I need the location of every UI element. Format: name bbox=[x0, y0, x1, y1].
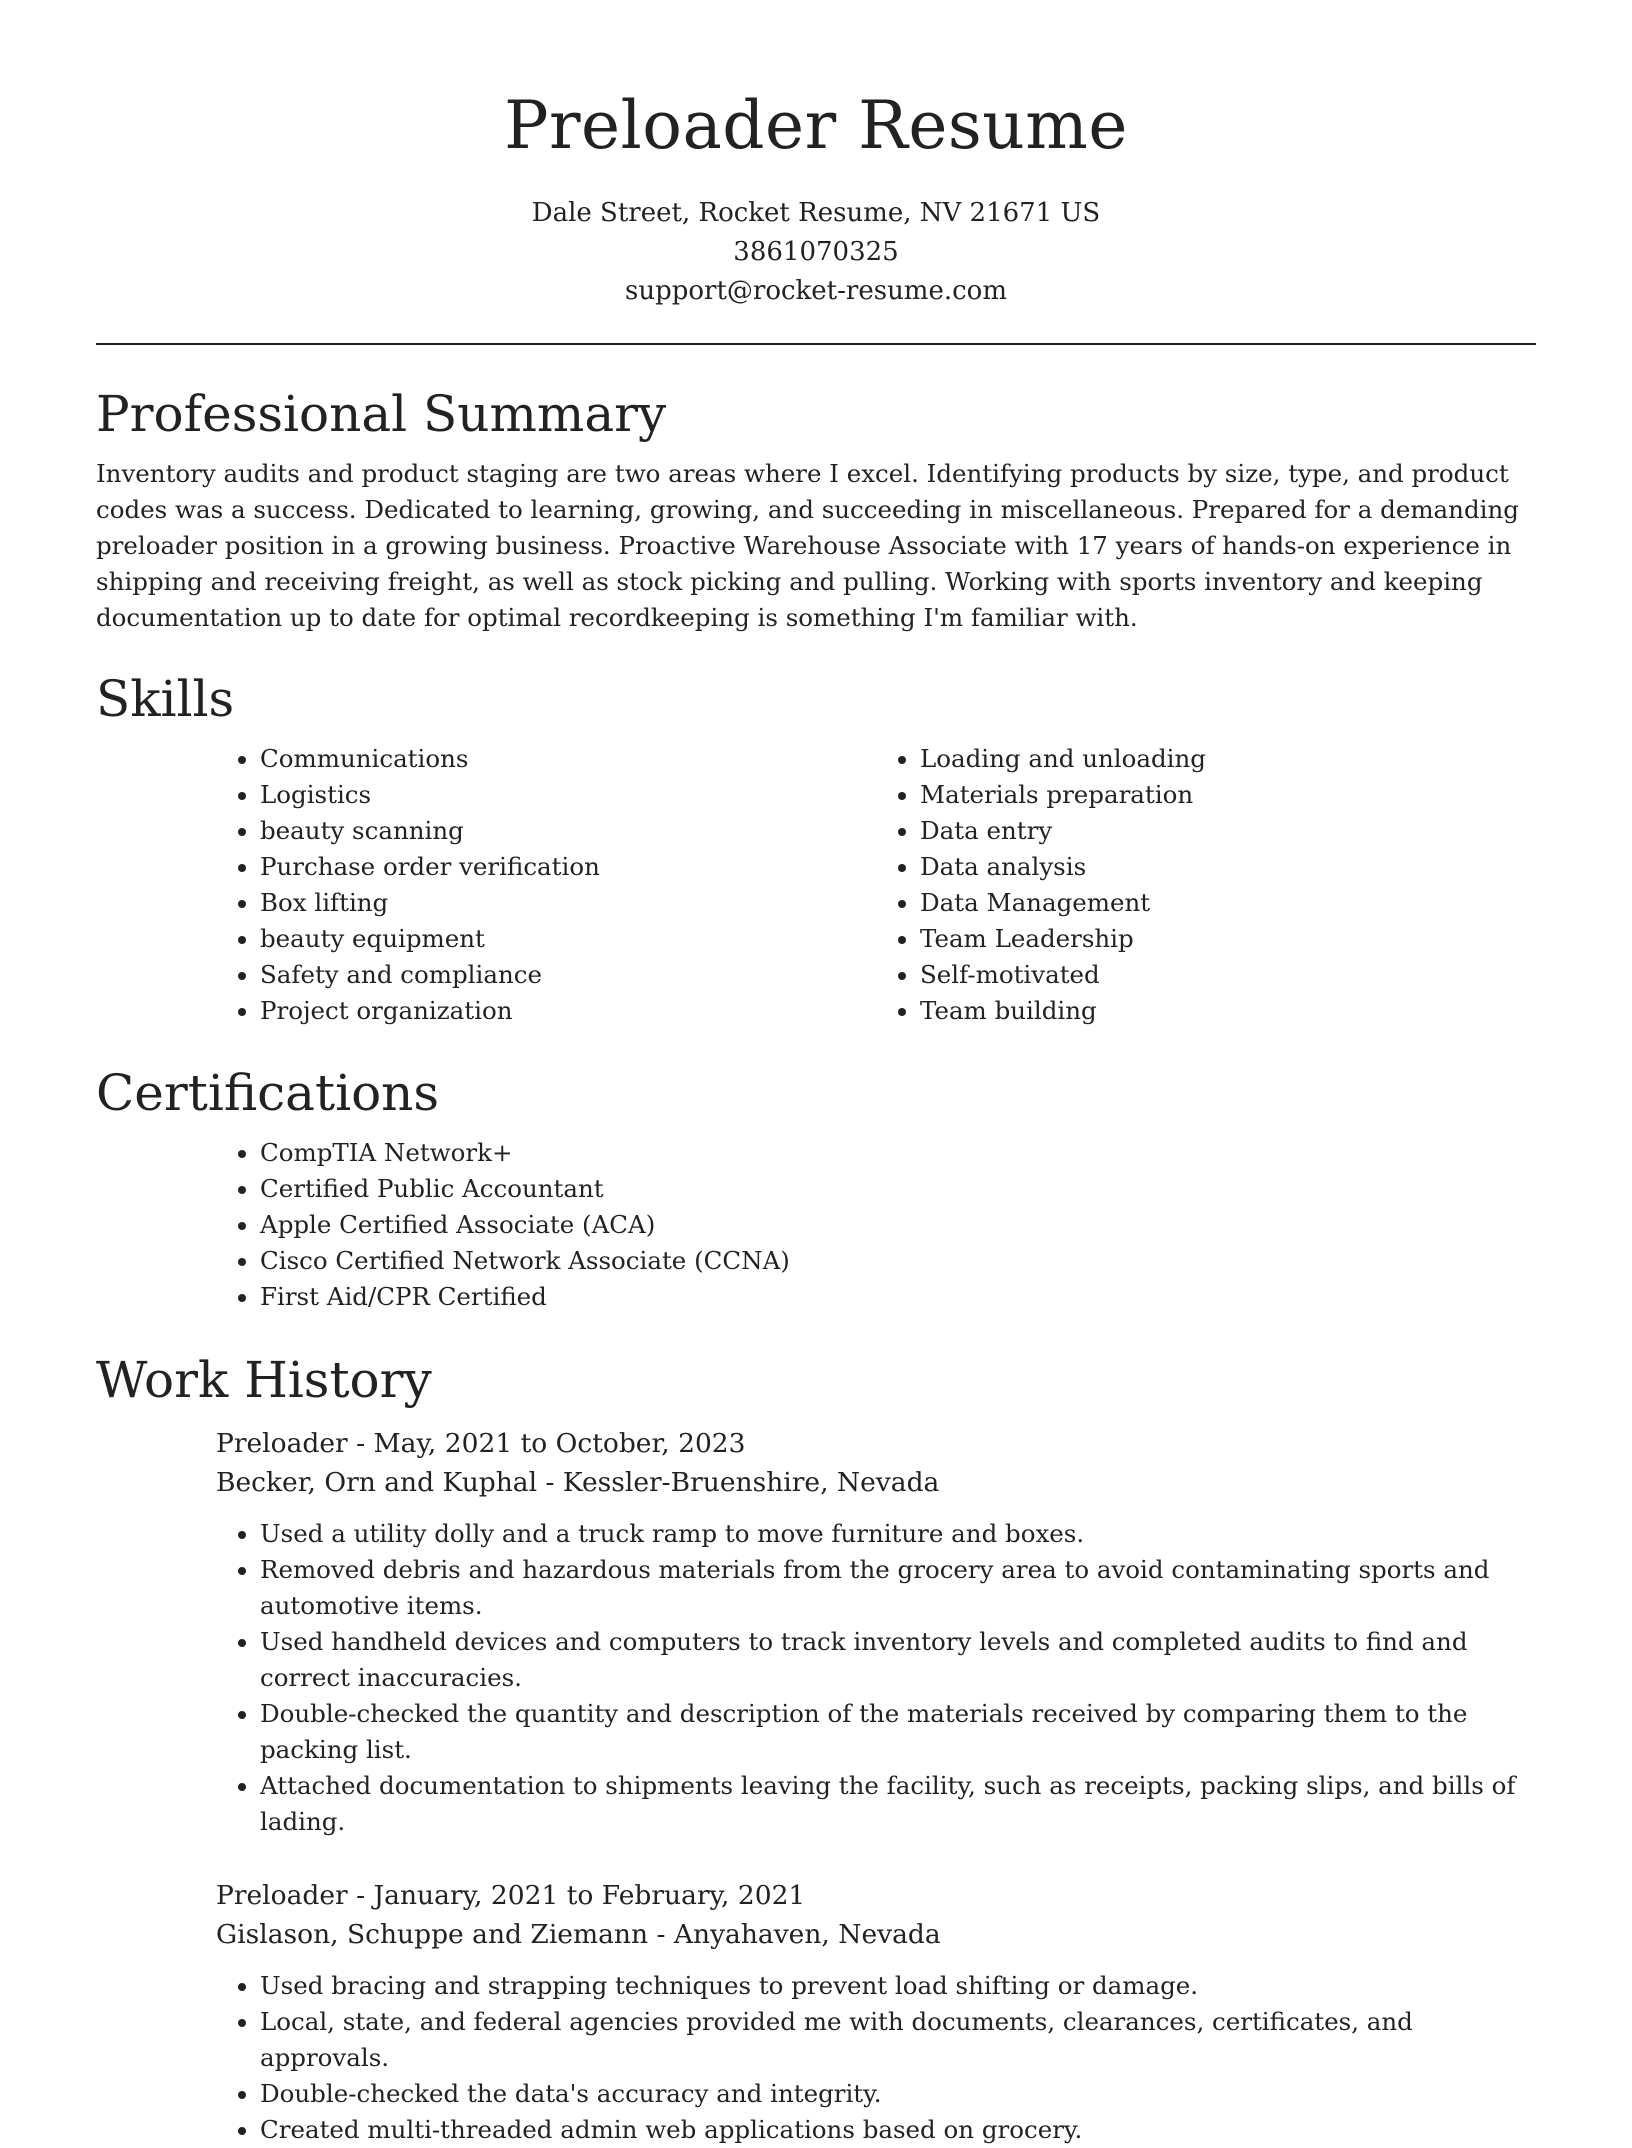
job-position: Preloader bbox=[216, 1880, 348, 1911]
job-bullet: • Local, state, and federal agencies provided me with documents, clearances, certificates, and approvals. bbox=[260, 2004, 1536, 2076]
job-bullet: • Double-checked the data's accuracy and integrity. bbox=[260, 2076, 1536, 2112]
skills-right-list bbox=[876, 741, 1536, 1029]
certification-item: • Apple Certified Associate (ACA) bbox=[260, 1207, 1536, 1243]
job-company-line: Gislason, Schuppe and Ziemann - Anyahaven, Nevada bbox=[216, 1919, 941, 1950]
job-bullet-list bbox=[216, 1516, 1536, 1840]
skill-item: • Logistics bbox=[260, 777, 876, 813]
certifications-list bbox=[216, 1135, 1536, 1315]
certification-item: • Certified Public Accountant bbox=[260, 1171, 1536, 1207]
certifications-title: Certifications bbox=[96, 1064, 440, 1122]
job-location: Kessler-Bruenshire, Nevada bbox=[562, 1467, 940, 1498]
job-company: Becker, Orn and Kuphal bbox=[216, 1467, 538, 1498]
skill-item: • Self-motivated bbox=[920, 957, 1536, 993]
skill-item: • Data Management bbox=[920, 885, 1536, 921]
skill-item: • Box lifting bbox=[260, 885, 876, 921]
certification-item: • Cisco Certified Network Associate (CCNA) bbox=[260, 1243, 1536, 1279]
job-dates: January, 2021 to February, 2021 bbox=[373, 1880, 806, 1911]
skill-item: • Team building bbox=[920, 993, 1536, 1029]
skill-item: • Materials preparation bbox=[920, 777, 1536, 813]
job-bullet: • Removed debris and hazardous materials from the grocery area to avoid contaminating sports and automotive items. bbox=[260, 1552, 1536, 1624]
skill-item: • beauty scanning bbox=[260, 813, 876, 849]
skill-item: • beauty equipment bbox=[260, 921, 876, 957]
job-bullet: • Attached documentation to shipments leaving the facility, such as receipts, packing slips, and bills of lading. bbox=[260, 1768, 1536, 1840]
job-dates: May, 2021 to October, 2023 bbox=[373, 1428, 746, 1459]
summary-section bbox=[96, 382, 1536, 636]
resume-header bbox=[96, 0, 1536, 345]
skills-title: Skills bbox=[96, 670, 235, 728]
certification-item: • CompTIA Network+ bbox=[260, 1135, 1536, 1171]
skills-section bbox=[96, 667, 1536, 1029]
job-bullet: • Double-checked the quantity and description of the materials received by comparing them to the packing list. bbox=[260, 1696, 1536, 1768]
skill-item: • Data analysis bbox=[920, 849, 1536, 885]
skill-item: • Project organization bbox=[260, 993, 876, 1029]
job-bullet: • Used a utility dolly and a truck ramp to move furniture and boxes. bbox=[260, 1516, 1536, 1552]
summary-title: Professional Summary bbox=[96, 385, 667, 443]
skill-item: • Loading and unloading bbox=[920, 741, 1536, 777]
work-history-section bbox=[96, 1348, 1536, 1412]
email: support@rocket-resume.com bbox=[624, 276, 1007, 306]
job-location: Anyahaven, Nevada bbox=[673, 1919, 941, 1950]
job-bullet: • Created multi-threaded admin web applications based on grocery. bbox=[260, 2112, 1536, 2148]
job-title-line: Preloader - January, 2021 to February, 2021 bbox=[216, 1880, 806, 1911]
address: Dale Street, Rocket Resume, NV 21671 US bbox=[531, 198, 1101, 228]
work-history-title: Work History bbox=[96, 1351, 432, 1409]
certifications-section bbox=[96, 1061, 1536, 1315]
phone: 3861070325 bbox=[733, 237, 899, 267]
header-divider bbox=[96, 343, 1536, 345]
job-entry bbox=[216, 1876, 1536, 2148]
skill-item: • Purchase order verification bbox=[260, 849, 876, 885]
job-company-line: Becker, Orn and Kuphal - Kessler-Bruenshire, Nevada bbox=[216, 1467, 940, 1498]
skill-item: • Team Leadership bbox=[920, 921, 1536, 957]
skill-item: • Safety and compliance bbox=[260, 957, 876, 993]
resume-name: Preloader Resume bbox=[504, 87, 1128, 164]
job-bullet: • Used handheld devices and computers to track inventory levels and completed audits to find and correct inaccuracies. bbox=[260, 1624, 1536, 1696]
job-title-line: Preloader - May, 2021 to October, 2023 bbox=[216, 1428, 746, 1459]
skills-left-list bbox=[216, 741, 876, 1029]
job-position: Preloader bbox=[216, 1428, 348, 1459]
skill-item: • Data entry bbox=[920, 813, 1536, 849]
skills-columns bbox=[216, 741, 1536, 1029]
job-entry bbox=[216, 1424, 1536, 1840]
job-company: Gislason, Schuppe and Ziemann bbox=[216, 1919, 649, 1950]
certification-item: • First Aid/CPR Certified bbox=[260, 1279, 1536, 1315]
job-bullet-list bbox=[216, 1968, 1536, 2148]
contact-block bbox=[96, 194, 1536, 311]
summary-text: Inventory audits and product staging are two areas where I excel. Identifying products by size, type, and product codes was a success. Dedicated to learning, growing, and succeeding in miscellaneous. Prepared for a demanding preloader position in a growing business. Proactive Warehouse Associate with 17 years of hands-on experience in shipping and receiving freight, as well as stock picking and pulling. Working with sports inventory and keeping documentation up to date for optimal recordkeeping is something I'm familiar with. bbox=[96, 459, 1519, 632]
resume-page bbox=[96, 0, 1536, 2144]
skill-item: • Communications bbox=[260, 741, 876, 777]
job-bullet: • Used bracing and strapping techniques to prevent load shifting or damage. bbox=[260, 1968, 1536, 2004]
